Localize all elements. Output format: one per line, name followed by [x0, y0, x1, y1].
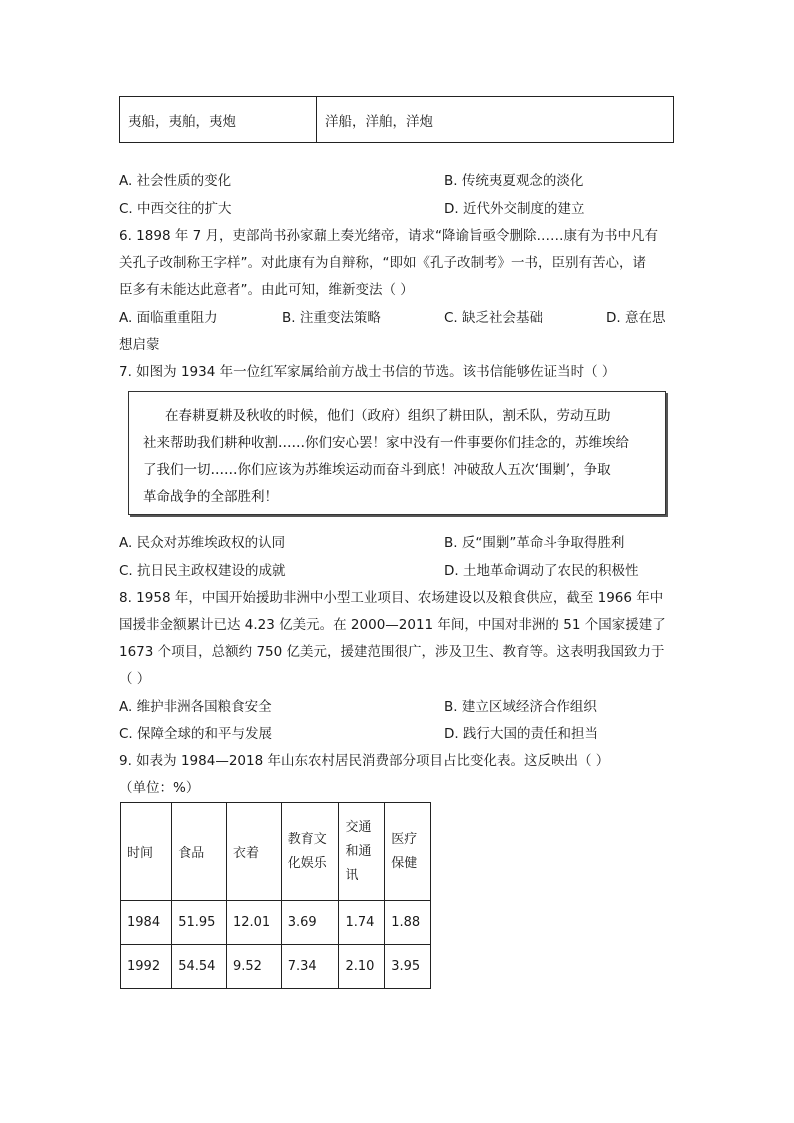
term-comparison-table: [119, 96, 674, 143]
letter-line-4: 革命战争的全部胜利！: [143, 489, 278, 505]
q6-option-a: A. 面临重重阻力: [119, 310, 218, 326]
letter-line-1: 在春耕夏耕及秋收的时候，他们（政府）组织了耕田队，割禾队，劳动互助: [165, 408, 611, 424]
table-cell: 1984: [121, 901, 172, 945]
q5-option-a: A. 社会性质的变化: [119, 173, 232, 189]
q8-option-a: A. 维护非洲各国粮食安全: [119, 699, 272, 715]
q8-stem-line-2: 国援非金额累计已达 4.23 亿美元。在 2000—2011 年间，中国对非洲的 51 个国家援建了: [119, 617, 666, 633]
q6-stem-line-1: 6. 1898 年 7 月，吏部尚书孙家鼐上奏光绪帝，请求“降谕旨亟令删除……康有为书中凡有: [119, 228, 658, 244]
table-cell: 3.95: [385, 945, 431, 989]
q7-option-b: B. 反“围剿”革命斗争取得胜利: [444, 535, 625, 551]
header-food: 食品: [172, 803, 227, 901]
table-cell-left: 夷船，夷舶，夷炮: [120, 97, 317, 143]
header-clothing: 衣着: [226, 803, 281, 901]
letter-line-2: 社来帮助我们耕种收割……你们安心罢！家中没有一件事要你们挂念的，苏维埃给: [143, 435, 629, 451]
letter-excerpt-box: [128, 391, 666, 515]
q8-stem-line-3: 1673 个项目，总额约 750 亿美元，援建范围很广，涉及卫生、教育等。这表明我国致力于: [119, 644, 665, 660]
header-time: 时间: [121, 803, 172, 901]
q5-option-d: D. 近代外交制度的建立: [444, 201, 585, 217]
q6-option-d-continued: 想启蒙: [119, 337, 160, 353]
q7-option-d: D. 土地革命调动了农民的积极性: [444, 563, 639, 579]
header-education: 教育文化娱乐: [281, 803, 339, 901]
table-cell: 54.54: [172, 945, 227, 989]
q8-option-c: C. 保障全球的和平与发展: [119, 726, 273, 742]
consumption-share-table: [120, 802, 431, 989]
q7-option-c: C. 抗日民主政权建设的成就: [119, 563, 286, 579]
q6-option-c: C. 缺乏社会基础: [444, 310, 544, 326]
q5-option-c: C. 中西交往的扩大: [119, 201, 232, 217]
table-cell: 7.34: [281, 945, 339, 989]
table-row: [120, 97, 674, 143]
table-cell: 12.01: [226, 901, 281, 945]
header-healthcare: 医疗保健: [385, 803, 431, 901]
q8-option-d: D. 践行大国的责任和担当: [444, 726, 598, 742]
table-row: [121, 945, 431, 989]
table-cell: 3.69: [281, 901, 339, 945]
table-cell: 1992: [121, 945, 172, 989]
q6-stem-line-2: 关孔子改制称王字样”。对此康有为自辩称，“即如《孔子改制考》一书，臣别有苦心，诸: [119, 255, 646, 271]
table-cell-right: 洋船，洋舶，洋炮: [317, 97, 674, 143]
q6-option-d: D. 意在思: [606, 310, 666, 326]
table-cell: 1.88: [385, 901, 431, 945]
q8-option-b: B. 建立区域经济合作组织: [444, 699, 597, 715]
table-cell: 1.74: [339, 901, 385, 945]
letter-line-3: 了我们一切……你们应该为苏维埃运动而奋斗到底！冲破敌人五次‘围剿’，争取: [143, 462, 611, 478]
q9-stem: 9. 如表为 1984—2018 年山东农村居民消费部分项目占比变化表。这反映出（ ）: [119, 753, 610, 769]
table-row: [121, 901, 431, 945]
q7-option-a: A. 民众对苏维埃政权的认同: [119, 535, 286, 551]
q7-stem: 7. 如图为 1934 年一位红军家属给前方战士书信的节选。该书信能够佐证当时（ ）: [119, 364, 616, 380]
q6-stem-line-3: 臣多有未能达此意者”。由此可知，维新变法（ ）: [119, 282, 414, 298]
table-cell: 2.10: [339, 945, 385, 989]
header-transport: 交通和通讯: [339, 803, 385, 901]
q6-option-b: B. 注重变法策略: [282, 310, 381, 326]
table-header-row: [121, 803, 431, 901]
q5-option-b: B. 传统夷夏观念的淡化: [444, 173, 584, 189]
q9-unit-note: （单位：%）: [119, 780, 200, 796]
table-cell: 51.95: [172, 901, 227, 945]
q8-stem-line-4: （ ）: [119, 671, 151, 687]
table-cell: 9.52: [226, 945, 281, 989]
q8-stem-line-1: 8. 1958 年，中国开始援助非洲中小型工业项目、农场建设以及粮食供应，截至 1966 年中: [119, 590, 664, 606]
